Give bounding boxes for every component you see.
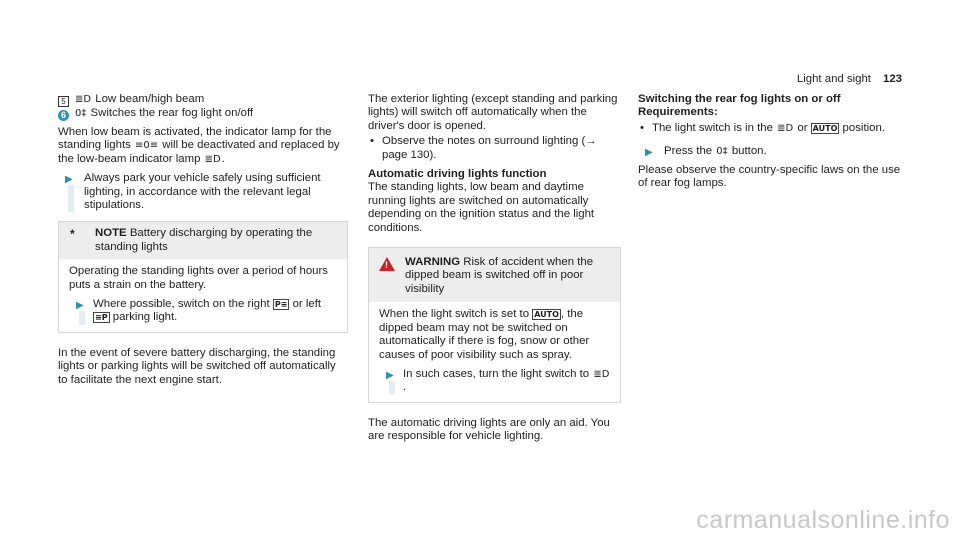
low-beam-icon: ≣D (75, 94, 92, 105)
low-beam-icon: ≣D (593, 368, 610, 380)
page-header (797, 73, 902, 86)
legend-item-5 (58, 93, 348, 107)
step-arrow-icon: ▶ (76, 300, 84, 312)
column-2 (368, 93, 621, 444)
step-arrow-icon: ▶ (386, 369, 394, 381)
subheading: Automatic driving lights function (368, 168, 547, 181)
paragraph: The standing lights, low beam and daytime running lights are switched on automatically depending on the ignition status and the light conditions. (368, 181, 595, 234)
warning-header: ! WARNING Risk of accident when the dipped beam is switched off in poor visibility (369, 248, 620, 302)
warning-icon: ! (379, 257, 395, 271)
parking-light-left-icon: ≡P (95, 313, 108, 323)
bullet-item: • The light switch is in the ≣D or AUTO position. (638, 122, 906, 135)
watermark: carmanualsonline.info (696, 505, 950, 534)
paragraph: In the event of severe battery discharging, the standing lights or parking lights will be switched off automatically to facilitate the next engine start. (58, 346, 336, 386)
legend-text-5: Low beam/high beam (95, 93, 205, 105)
note-body: Operating the standing lights over a period of hours puts a strain on the battery. ▶ Where possible, switch on the right P≡ or left ≡P parking light. (59, 259, 347, 332)
item-number-5: 5 (58, 96, 69, 107)
paragraph: When low beam is activated, the indicator lamp for the standing lights ≡0≡ will be deactivated and replaced by the low-beam indicator lamp ≣D. (58, 126, 340, 165)
paragraph: The automatic driving lights are only an aid. You are responsible for vehicle lighting. (368, 416, 610, 443)
standing-lights-icon: ≡0≡ (135, 140, 159, 152)
step-arrow-icon: ▶ (645, 147, 653, 159)
note-icon: * (70, 227, 75, 242)
rear-fog-light-icon: 0‡ (75, 108, 87, 119)
warning-body: When the light switch is set to AUTO , the dipped beam may not be switched on automatically if there is fog, snow or other causes of poor visibility such as spray. ▶ In such cases, turn the light switch to ≣D. (369, 302, 620, 401)
instruction-step: ▶ Always park your vehicle safely using sufficient lighting, in accordance with the relevant legal stipulations. (65, 172, 321, 212)
section-title: Light and sight (796, 73, 871, 85)
instruction-step: ▶ In such cases, turn the light switch to ≣D. (386, 367, 610, 394)
parking-light-right-icon: P≡ (274, 300, 288, 310)
auto-light-icon: AUTO (534, 310, 559, 320)
low-beam-icon: ≣D (777, 122, 794, 134)
rear-fog-light-icon: 0‡ (716, 146, 728, 158)
low-beam-icon: ≣D (204, 153, 221, 165)
requirements-label: Requirements: (638, 106, 718, 119)
item-number-6: 6 (58, 110, 69, 121)
column-1 (58, 93, 348, 387)
warning-box (368, 247, 621, 403)
legend-item-6 (58, 107, 348, 121)
page-number: 123 (882, 73, 902, 85)
bullet-item: • Observe the notes on surround lighting (→ page 130). (368, 135, 621, 162)
legend-text-6: Switches the rear fog light on/off (90, 107, 254, 119)
section-heading: Switching the rear fog lights on or off (638, 93, 841, 105)
note-header: * NOTE Battery discharging by operating the standing lights (59, 222, 347, 259)
paragraph: Please observe the country-specific laws on the use of rear fog lamps. (638, 163, 901, 190)
instruction-step: ▶ Where possible, switch on the right P≡ or left ≡P parking light. (76, 298, 322, 324)
step-arrow-icon: ▶ (65, 174, 73, 186)
column-3 (638, 93, 906, 190)
instruction-step: ▶ Press the 0‡ button. (645, 145, 767, 159)
paragraph: The exterior lighting (except standing and parking lights) will switch off automatically when the driver's door is opened. (368, 93, 618, 132)
auto-light-icon: AUTO (812, 123, 838, 133)
note-box (58, 221, 348, 332)
